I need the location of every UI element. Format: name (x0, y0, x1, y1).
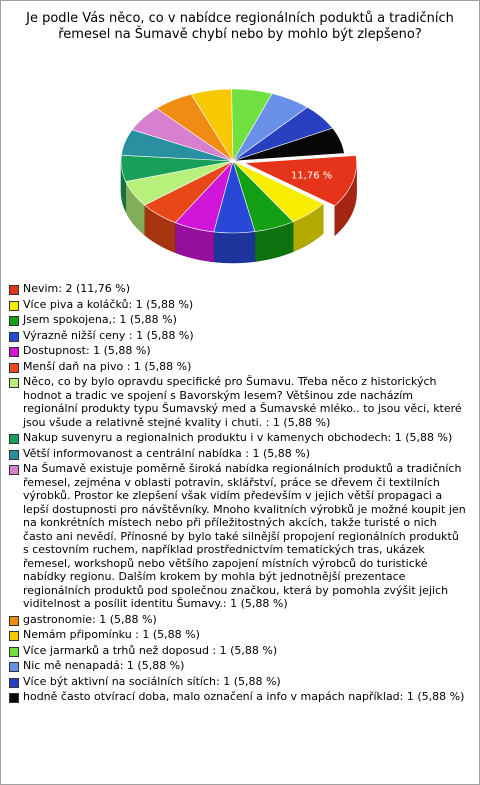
legend-label: Menší daň na pivo : 1 (5,88 %) (23, 359, 192, 373)
legend-swatch (9, 450, 19, 460)
legend-swatch (9, 434, 19, 444)
legend-label: Více jarmarků a trhů než doposud : 1 (5,88 %) (23, 643, 278, 657)
legend-label: gastronomie: 1 (5,88 %) (23, 612, 157, 626)
legend-swatch (9, 465, 19, 475)
legend-label: Jsem spokojena,: 1 (5,88 %) (23, 313, 177, 326)
legend-label: Něco, co by bylo opravdu specifické pro Šumavu. Třeba něco z historických hodnot a tradic ve spojení s Bavorským lesem? Většinou zde nacházím regionální produkty typu Šumavský med a Šumavské mléko.. to jsou věci, které jsou všude a relativně stejné kvality i chuti. : 1 (5,88 %) (23, 375, 462, 429)
legend-item (9, 282, 467, 296)
legend-swatch (9, 693, 19, 703)
slice-data-label: 11,76 % (290, 170, 333, 182)
legend-label: Více piva a koláčků: 1 (5,88 %) (23, 297, 194, 311)
legend-label: Více být aktivní na sociálních sítích: 1 (5,88 %) (23, 674, 281, 688)
pie-chart (1, 1, 479, 281)
legend (9, 282, 467, 706)
legend-item (9, 462, 467, 611)
legend-swatch (9, 647, 19, 657)
chart-title: Je podle Vás něco, co v nabídce regionálních poduktů a tradičních řemesel na Šumavě chybí nebo by mohlo být zlepšeno? (26, 11, 454, 42)
legend-swatch (9, 285, 19, 295)
legend-swatch (9, 301, 19, 311)
legend-item (9, 675, 467, 689)
legend-item (9, 613, 467, 627)
legend-item (9, 313, 467, 327)
legend-swatch (9, 678, 19, 688)
legend-swatch (9, 332, 19, 342)
legend-label: Nevim: 2 (11,76 %) (23, 282, 130, 295)
legend-item (9, 360, 467, 374)
legend-swatch (9, 631, 19, 641)
legend-swatch (9, 363, 19, 373)
legend-item (9, 659, 467, 673)
legend-label: Výrazně nižší ceny : 1 (5,88 %) (23, 328, 194, 342)
legend-item (9, 329, 467, 343)
legend-item (9, 447, 467, 461)
legend-label: Na Šumavě existuje poměrně široká nabídka regionálních produktů a tradičních řemesel, zejména v oblasti potravin, sklářství, práce se dřevem či textilních výrobků. Prostor ke zlepšení však vidím především v jejich větší propagaci a lepší dostupnosti pro návštěvníky. Mnoho kvalitních výrobků je možné koupit jen na konkrétních místech nebo při příležitostných akcích, takže turisté o nich často ani nevědí. Přínosné by bylo také silnější propojení regionálních produktů s cestovním ruchem, například prostřednictvím tematických tras, ukázek řemesel, workshopů nebo většího zapojení místních výrobců do turistické nabídky regionu. Dalším krokem by mohla být jednotnější prezentace regionálních produktů pod společnou značkou, která by pomohla zvýšit jejich viditelnost a posílit identitu Šumavy.: 1 (5,88 %) (23, 462, 466, 610)
legend-label: hodně často otvírací doba, malo označení a info v mapách například: 1 (5,88 %) (23, 690, 465, 703)
legend-label: Větší informovanost a centrální nabídka : 1 (5,88 %) (23, 446, 310, 460)
legend-item (9, 628, 467, 642)
legend-label: Nic mě nenapadá: 1 (5,88 %) (23, 659, 185, 672)
legend-swatch (9, 378, 19, 388)
legend-swatch (9, 347, 19, 357)
legend-item (9, 690, 467, 704)
legend-item (9, 298, 467, 312)
legend-swatch (9, 662, 19, 672)
legend-item (9, 431, 467, 445)
legend-swatch (9, 316, 19, 326)
legend-label: Nemám připomínku : 1 (5,88 %) (23, 628, 200, 641)
legend-item (9, 644, 467, 658)
legend-swatch (9, 616, 19, 626)
legend-item (9, 344, 467, 358)
legend-item (9, 375, 467, 429)
legend-label: Dostupnost: 1 (5,88 %) (23, 344, 151, 357)
pie-slice-side-4 (214, 232, 255, 263)
legend-label: Nakup suvenyru a regionalnich produktu i v kamenych obchodech: 1 (5,88 %) (23, 431, 453, 444)
